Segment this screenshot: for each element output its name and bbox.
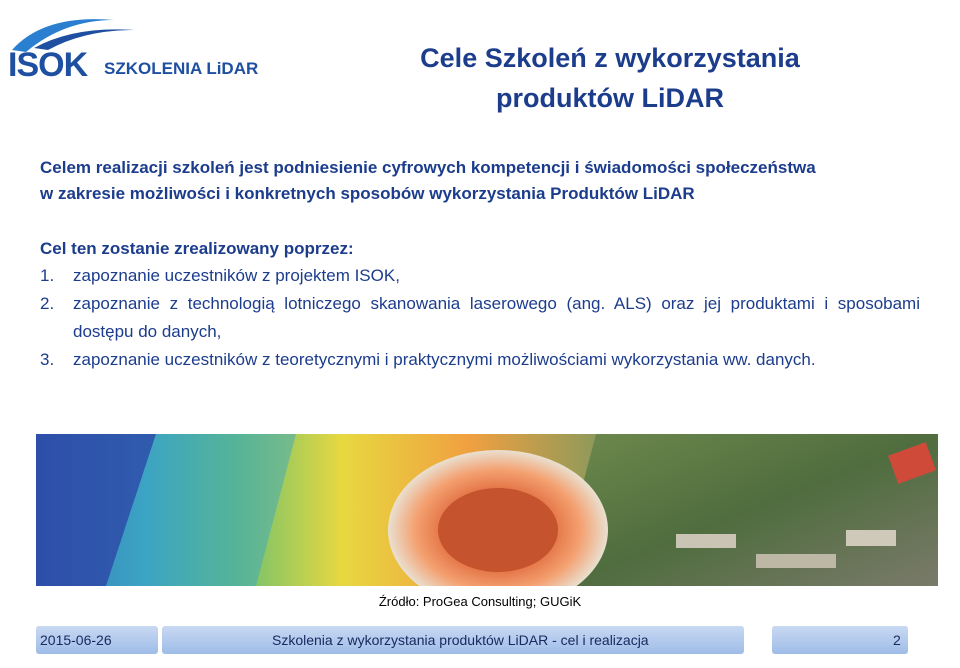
means-heading: Cel ten zostanie zrealizowany poprzez: — [40, 239, 354, 258]
title-line-2: produktów LiDAR — [496, 83, 724, 113]
logo-tagline: SZKOLENIA LiDAR — [104, 59, 259, 78]
list-item — [40, 262, 920, 290]
list-item-number: 2. — [40, 294, 55, 313]
footer-date: 2015-06-26 — [40, 632, 112, 648]
intro-paragraph — [40, 155, 930, 207]
lidar-stadium-image — [36, 434, 938, 586]
list-item-text: zapoznanie z technologią lotniczego skanowania laserowego (ang. ALS) oraz jej produktami i sposobami dostępu do danych, — [73, 294, 920, 341]
logo-brand: ISOK — [8, 46, 88, 84]
list-item-text: zapoznanie uczestników z projektem ISOK, — [73, 266, 400, 285]
list-item-text: zapoznanie uczestników z teoretycznymi i praktycznymi możliwościami wykorzystania ww. danych. — [73, 350, 816, 369]
page-number: 2 — [893, 632, 901, 648]
intro-line-2: w zakresie możliwości i konkretnych sposobów wykorzystania Produktów LiDAR — [40, 184, 695, 203]
footer-page-bar — [772, 626, 908, 654]
list-item — [40, 290, 920, 346]
image-caption: Źródło: ProGea Consulting; GUGiK — [378, 594, 582, 609]
means-list — [40, 262, 920, 374]
footer-title: Szkolenia z wykorzystania produktów LiDAR - cel i realizacja — [272, 632, 649, 648]
isok-logo — [4, 6, 304, 96]
intro-line-1: Celem realizacji szkoleń jest podniesienie cyfrowych kompetencji i świadomości społeczeństwa — [40, 158, 816, 177]
list-item — [40, 346, 920, 374]
list-item-number: 3. — [40, 350, 55, 369]
slide-title — [330, 38, 890, 118]
list-item-number: 1. — [40, 266, 55, 285]
title-line-1: Cele Szkoleń z wykorzystania — [420, 43, 800, 73]
lidar-image-illustration — [36, 434, 938, 586]
